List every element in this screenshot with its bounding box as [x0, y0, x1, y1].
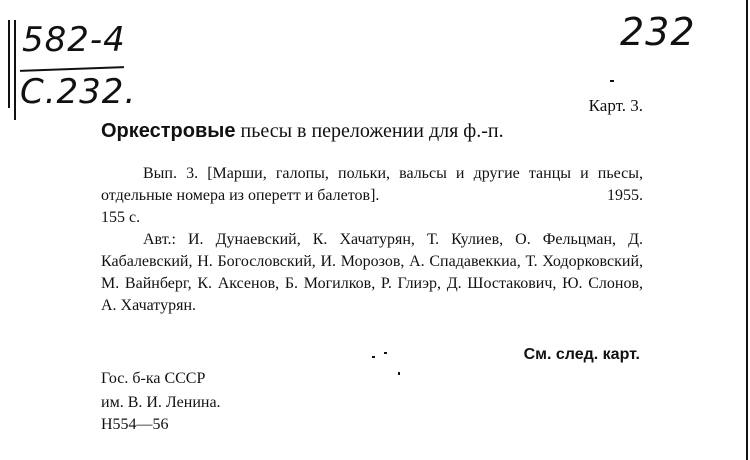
title-rest: пьесы в переложении для ф.-п. [235, 120, 504, 142]
card-number: Карт. 3. [588, 96, 643, 115]
issue-description [101, 163, 643, 229]
issue-pages: 155 с. [101, 209, 141, 226]
card-left-edge-inner [14, 20, 16, 120]
shelf-mark-divider [20, 66, 124, 72]
shelf-mark-line1: 582-4 [22, 20, 126, 60]
title-bold: Оркестровые [101, 120, 236, 142]
issue-text: Вып. 3. [Марши, галопы, польки, вальсы и другие танцы и пьесы, отдельные номера из оперетт и балетов]. [101, 165, 643, 204]
ink-speck [372, 356, 375, 358]
library-name-line2: им. В. И. Ленина. [101, 394, 221, 411]
library-code: Н554—56 [101, 416, 169, 433]
handwritten-number: 232 [620, 10, 696, 54]
shelf-mark-line2: C.232. [20, 72, 137, 112]
issue-year: 1955. [607, 187, 643, 204]
ink-speck [384, 352, 387, 354]
card-left-edge [8, 20, 10, 108]
card-right-edge [746, 0, 748, 460]
ink-speck [610, 80, 614, 82]
ink-speck [398, 372, 400, 375]
see-next-card: См. след. карт. [523, 346, 640, 363]
library-name: Гос. б-ка СССР [101, 370, 206, 387]
authors-list: Авт.: И. Дунаевский, К. Хачатурян, Т. Кулиев, О. Фельцман, Д. Кабалевский, Н. Богословский, И. Морозов, А. Спадавеккиа, Т. Ходорковский, М. Вайнберг, К. Аксенов, Б. Могилков, Р. Глиэр, Д. Шостакович, Ю. Слонов, А. Хачатурян. [101, 231, 643, 314]
card-title [101, 120, 504, 143]
